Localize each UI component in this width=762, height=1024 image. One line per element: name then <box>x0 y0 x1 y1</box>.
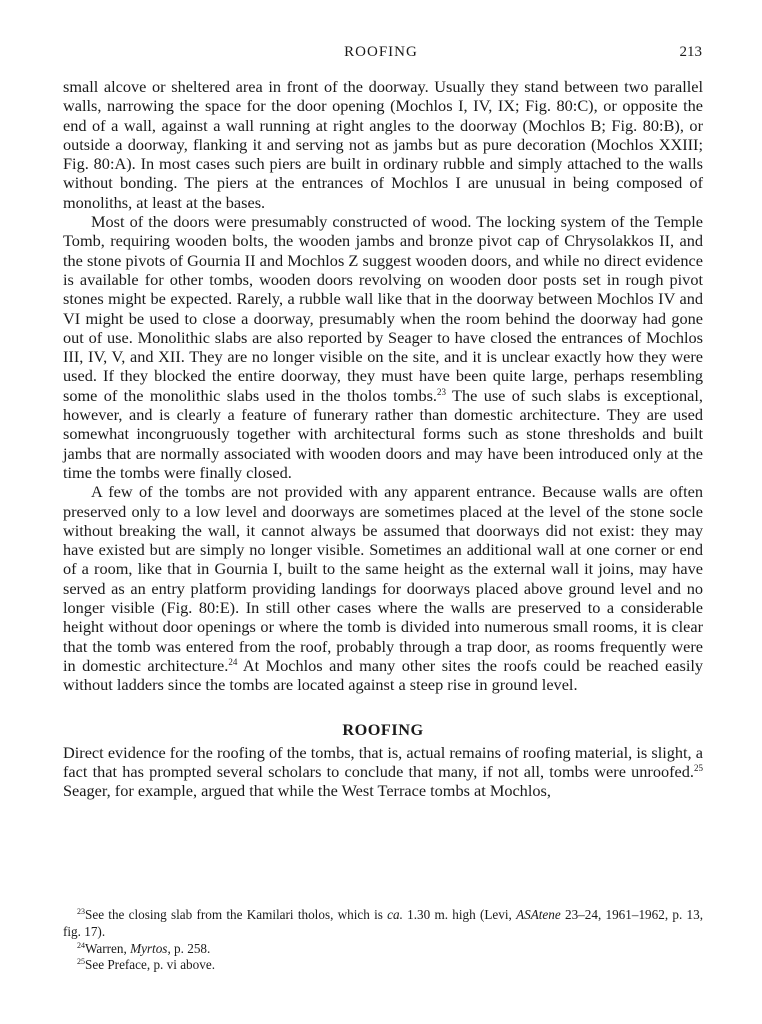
footnote-24 <box>63 941 703 958</box>
footnote-23-text-c: 23–24, 1961–1962, p. 13, fig. 17). <box>63 907 704 939</box>
paragraph-4 <box>63 743 703 801</box>
footnote-24-text-a: Warren, <box>85 940 131 956</box>
paragraph-4-text-a: Direct evidence for the roofing of the tombs, that is, actual remains of roofing material, is slight, a fact that has prompted several scholars to conclude that many, if not all, tombs were unroofed. <box>63 742 703 782</box>
footnote-24-title: Myrtos <box>130 940 168 956</box>
paragraph-3-text-a: A few of the tombs are not provided with any apparent entrance. Because walls are often preserved only to a low level and doorways are sometimes placed at the level of the stone socle without breaking the wall, it cannot always be assumed that doorways did not exist: they may have existed but are simply no longer visible. Sometimes an additional wall at one corner or end of a room, like that in Gournia I, built to the same height as the external wall it joins, may have served as an entry platform providing landings for doorways placed above ground level and no longer visible (Fig. 80:E). In still other cases where the walls are preserved to a considerable height without door openings or where the tomb is divided into numerous small rooms, it is clear that the tomb was entered from the roof, probably through a trap door, as rooms frequently were in domestic architecture. <box>63 482 703 675</box>
footnote-23-journal: ASAtene <box>516 907 561 922</box>
paragraph-2-text-a: Most of the doors were presumably constructed of wood. The locking system of the Temple Tomb, requiring wooden bolts, the wooden jambs and bronze pivot cap of Chrysolakkos II, and the stone pivots of Gournia II and Mochlos Z suggest wooden doors, and while no direct evidence is available for other tombs, wooden doors revolving on wooden door posts set in rough pivot stones might be expected. Rarely, a rubble wall like that in the doorway between Mochlos IV and VI might be used to close a doorway, presumably when the room behind the doorway had gone out of use. Monolithic slabs are also reported by Seager to have closed the entrances of Mochlos III, IV, V, and XII. They are no longer visible on the site, and it is unclear exactly how they were used. If they blocked the entire doorway, they must have been quite large, perhaps resembling some of the monolithic slabs used in the tholos tombs. <box>63 212 703 405</box>
footnote-23-text-a: See the closing slab from the Kamilari tholos, which is <box>85 907 388 922</box>
footnote-ref-24[interactable]: 24 <box>228 656 238 667</box>
footnote-25 <box>63 957 703 974</box>
paragraph-1 <box>63 77 703 212</box>
footnote-23-ca: ca. <box>387 907 403 922</box>
paragraph-4-text-b: Seager, for example, argued that while the West Terrace tombs at Mochlos, <box>63 781 551 801</box>
footnotes <box>63 907 703 974</box>
paragraph-3 <box>63 482 703 694</box>
running-title: ROOFING <box>344 44 418 60</box>
paragraph-2-text-b: The use of such slabs is exceptional, however, and is clearly a feature of funerary rather than domestic architecture. They are used somewhat incongruously together with architectural forms such as stone thresholds and built jambs that are normally associated with wooden doors and may have been introduced only at the time the tombs were finally closed. <box>63 385 704 482</box>
footnote-number-25: 25 <box>77 957 85 967</box>
footnote-number-23: 23 <box>77 907 85 916</box>
body-text <box>63 77 703 801</box>
page-number: 213 <box>679 44 702 60</box>
footnote-23 <box>63 907 703 941</box>
footnote-25-text: See Preface, p. vi above. <box>85 957 215 973</box>
footnote-number-24: 24 <box>77 940 85 950</box>
running-head <box>60 44 702 64</box>
footnote-24-text-b: , p. 258. <box>167 940 211 956</box>
footnote-23-text-b: 1.30 m. high (Levi, <box>402 907 517 922</box>
footnote-ref-23[interactable]: 23 <box>437 386 447 397</box>
paragraph-1-text: small alcove or sheltered area in front of the doorway. Usually they stand between two parallel walls, narrowing the space for the door opening (Mochlos I, IV, IX; Fig. 80:C), or opposite the end of a wall, against a wall running at right angles to the doorway (Mochlos B; Fig. 80:B), or outside a doorway, flanking it and serving not as jambs but as pure decoration (Mochlos XXIII; Fig. 80:A). In most cases such piers are built in ordinary rubble and simply attached to the walls without bonding. The piers at the entrances of Mochlos I are unusual in being composed of monoliths, at least at the bases. <box>63 77 703 212</box>
footnote-ref-25[interactable]: 25 <box>694 763 703 774</box>
paragraph-3-text-b: At Mochlos and many other sites the roofs could be reached easily without ladders since the tombs are located against a steep rise in ground level. <box>63 655 704 695</box>
paragraph-2 <box>63 212 703 482</box>
section-heading: ROOFING <box>342 719 424 739</box>
